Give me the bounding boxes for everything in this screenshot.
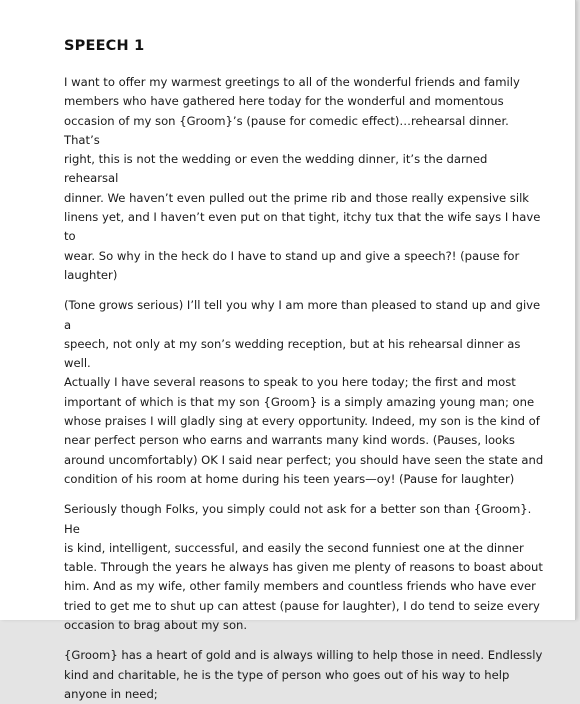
paragraph-serious: (Tone grows serious) I’ll tell you why I am more than pleased to stand up and give a speech, not only at my son’s wedding reception, but at his rehearsal dinner as well. Actually I have several reasons to speak to you here today; the first and most important of which is that my son {Groom} is a simply amazing young man; one whose praises I will gladly sing at every opportunity. Indeed, my son is the kind of near perfect person who earns and warrants many kind words. (Pauses, looks around uncomfortably) OK I said near perfect; you should have seen the state and condition of his room at home during his teen years—oy! (Pause for laughter) [64, 298, 544, 486]
paragraph-seriously-though: Seriously though Folks, you simply could not ask for a better son than {Groom}. He is kind, intelligent, successful, and easily the second funniest one at the dinner table. Through the years he always has given me plenty of reasons to boast about him. And as my wife, other family members and countless friends who have ever tried to get me to shut up can attest (pause for laughter), I do tend to seize every occasion to brag about my son. [64, 502, 543, 633]
speech-title: SPEECH 1 [64, 38, 145, 54]
paragraph-heart-of-gold: {Groom} has a heart of gold and is always willing to help those in need. Endlessly kind and charitable, he is the type of person who goes out of his way to help anyone in need; [64, 648, 543, 701]
paragraph-greeting: I want to offer my warmest greetings to all of the wonderful friends and family members who have gathered here today for the wonderful and momentous occasion of my son {Groom}’s (pause for comedic effect)…rehearsal dinner. That’s right, this is not the wedding or even the wedding dinner, it’s the darned rehearsal dinner. We haven’t even pulled out the prime rib and those really expensive silk linens yet, and I haven’t even put on that tight, itchy tux that the wife says I have to wear. So why in the heck do I have to stand up and give a speech?! (pause for laughter) [64, 75, 541, 282]
